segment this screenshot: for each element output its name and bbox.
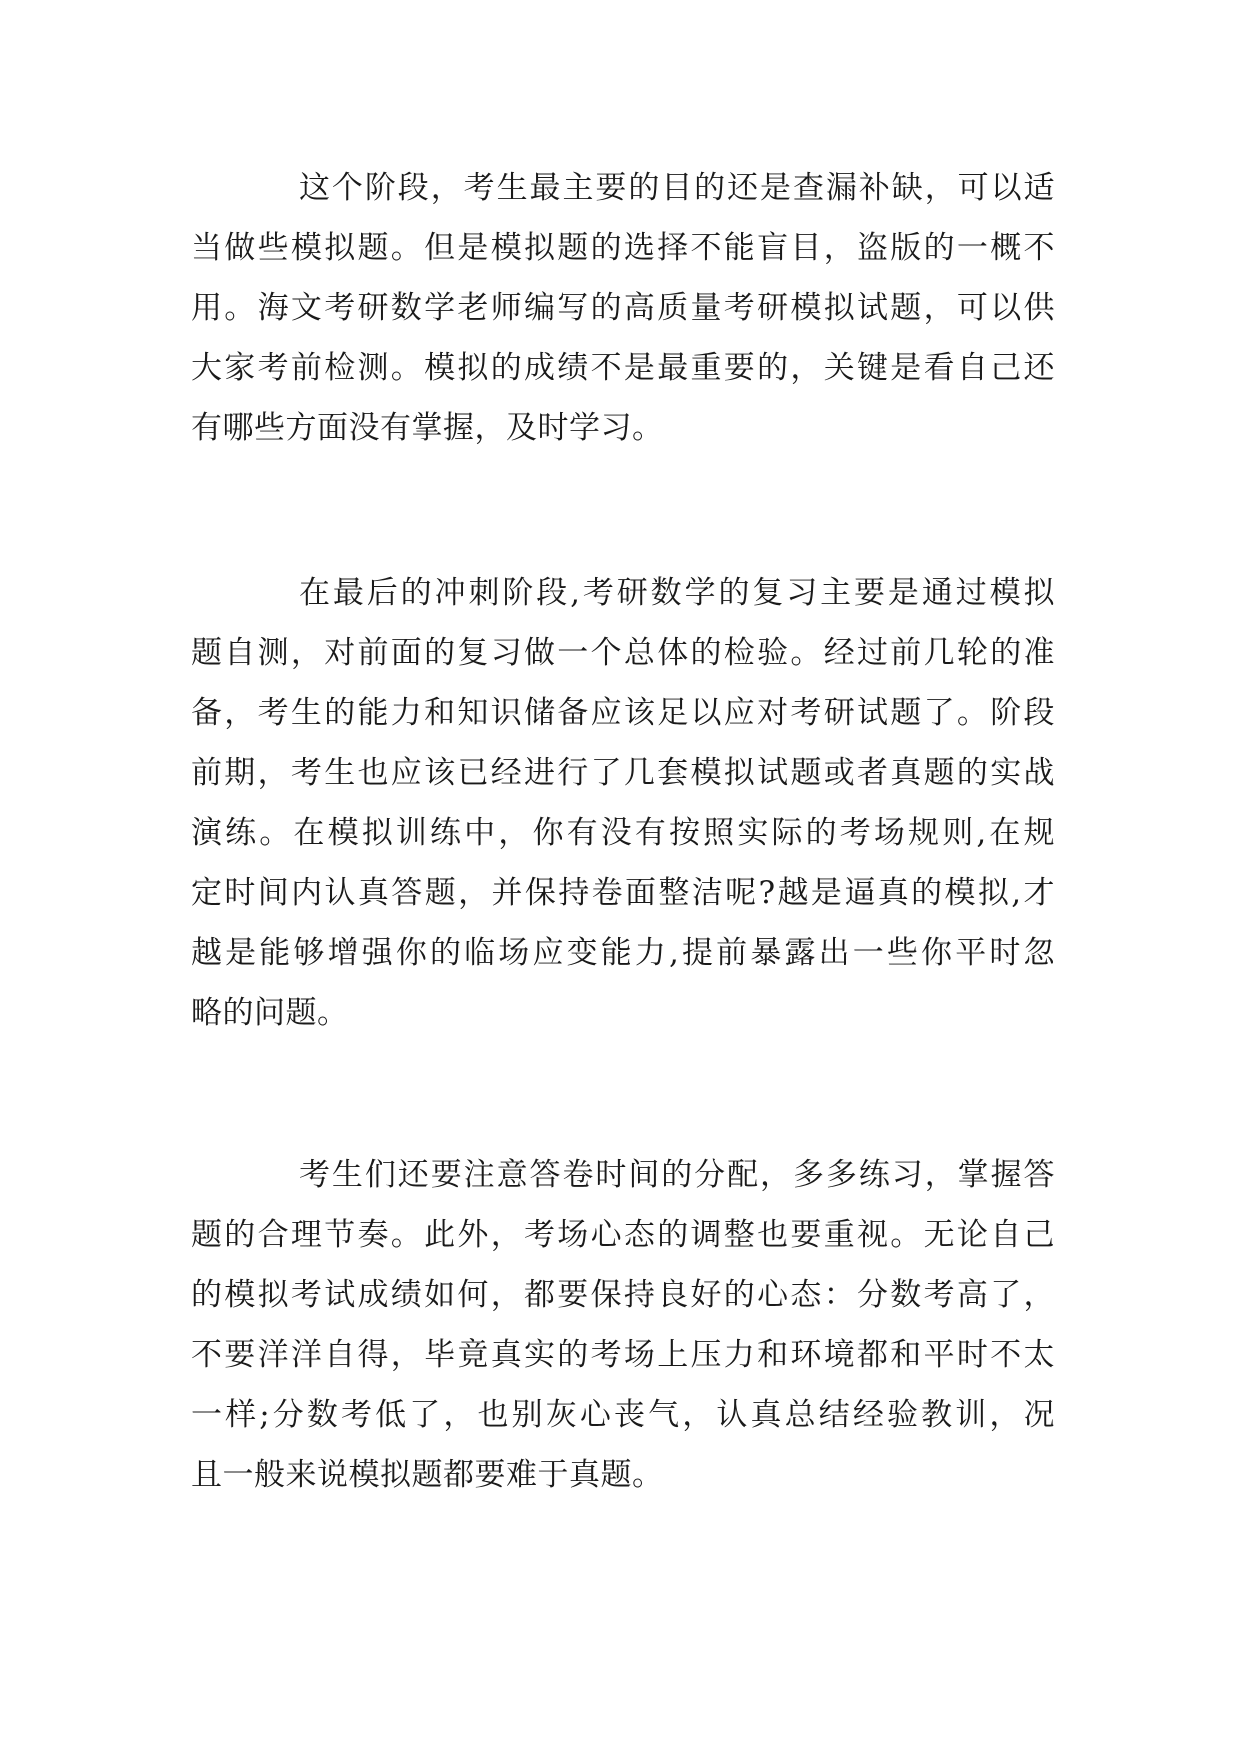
text-line: 当做些模拟题。但是模拟题的选择不能盲目，盗版的一概不 <box>191 230 1055 266</box>
text-line: 演练。在模拟训练中，你有没有按照实际的考场规则,在规 <box>191 815 1055 851</box>
text-line: 越是能够增强你的临场应变能力,提前暴露出一些你平时忽 <box>191 935 1055 971</box>
text-line: 考生们还要注意答卷时间的分配，多多练习，掌握答 <box>299 1157 1055 1193</box>
text-line: 用。海文考研数学老师编写的高质量考研模拟试题，可以供 <box>191 290 1055 326</box>
text-line: 的模拟考试成绩如何，都要保持良好的心态：分数考高了， <box>191 1277 1055 1313</box>
text-line: 这个阶段，考生最主要的目的还是查漏补缺，可以适 <box>299 170 1055 206</box>
paragraph-3 <box>191 1145 1055 1505</box>
text-line: 一样;分数考低了，也别灰心丧气，认真总结经验教训，况 <box>191 1397 1055 1433</box>
paragraph-1 <box>191 158 1055 458</box>
text-line: 在最后的冲刺阶段,考研数学的复习主要是通过模拟 <box>299 575 1055 611</box>
text-line: 有哪些方面没有掌握，及时学习。 <box>191 410 664 446</box>
text-line: 大家考前检测。模拟的成绩不是最重要的，关键是看自己还 <box>191 350 1055 386</box>
text-line: 略的问题。 <box>191 995 349 1031</box>
text-line: 题的合理节奏。此外，考场心态的调整也要重视。无论自己 <box>191 1217 1055 1253</box>
text-line: 定时间内认真答题，并保持卷面整洁呢?越是逼真的模拟,才 <box>191 875 1055 911</box>
text-line: 前期，考生也应该已经进行了几套模拟试题或者真题的实战 <box>191 755 1055 791</box>
paragraph-2 <box>191 563 1055 1043</box>
text-line: 备，考生的能力和知识储备应该足以应对考研试题了。阶段 <box>191 695 1055 731</box>
text-line: 题自测，对前面的复习做一个总体的检验。经过前几轮的准 <box>191 635 1055 671</box>
text-line: 且一般来说模拟题都要难于真题。 <box>191 1457 664 1493</box>
text-line: 不要洋洋自得，毕竟真实的考场上压力和环境都和平时不太 <box>191 1337 1055 1373</box>
